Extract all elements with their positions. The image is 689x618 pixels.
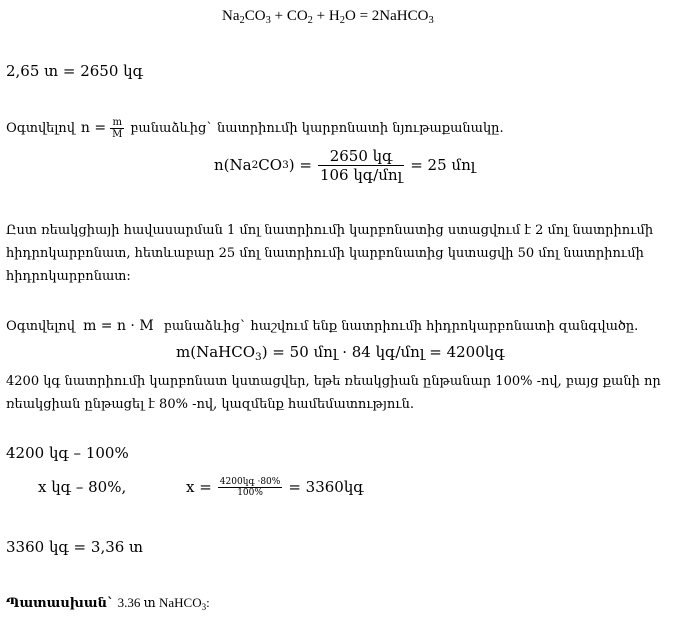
reaction-plus: + (274, 8, 284, 24)
reaction-o: O (344, 8, 356, 24)
formula-fraction (110, 117, 124, 140)
proportion-denominator: 100% (237, 487, 263, 498)
moles-co: CO (258, 156, 283, 174)
answer-line (6, 595, 210, 612)
reaction-sub: 3 (265, 15, 271, 26)
moles-result: = 25 մոլ (410, 156, 476, 174)
proportion-numerator: 4200կգ ·80% (219, 476, 281, 487)
answer-text: 3.36 տ NaHCO (117, 595, 202, 610)
paragraph-stoichiometry: Ըստ ռեակցիայի հավասարման 1 մոլ նատրիումի կարբոնատից ստացվում է 2 մոլ նատրիումի հիդրոկարբոնատ, հետևաբար 25 մոլ նատրիումի կարբոնատից կստացվի 50 մոլ նատրիումի հիդրոկարբոնատ: (6, 223, 654, 284)
moles-close: ) = (288, 156, 312, 174)
mass-sub: 3 (255, 351, 262, 363)
formula-n: n = (80, 120, 107, 136)
formula-numerator: m (112, 116, 122, 128)
moles-sub: 2 (251, 159, 259, 171)
moles-fraction (318, 147, 404, 184)
reaction-product: 2NaHCO (371, 8, 429, 24)
proportion-equation (186, 467, 364, 507)
proportion-line-2: x կգ – 80%, (38, 478, 127, 496)
reaction-sub: 2 (307, 15, 313, 26)
formula-m-expr: m = n · M (83, 318, 154, 334)
moles-equation (214, 142, 475, 188)
conversion-tonnes-to-kg: 2,65 տ = 2650 կգ (6, 62, 144, 80)
formula-suffix: բանաձևից` հաշվում ենք նատրիումի հիդրոկարբոնատի զանգվածը. (163, 319, 639, 334)
formula-prefix: Օգտվելով (6, 120, 75, 136)
answer-end: : (206, 595, 210, 610)
formula-n-line (6, 110, 504, 146)
reaction-co2: CO (286, 8, 308, 24)
formula-suffix: բանաձևից` նատրիումի կարբոնատի նյութաքանակը. (130, 120, 504, 136)
reaction-equation (222, 8, 434, 26)
formula-denominator: M (112, 128, 123, 140)
proportion-fraction (218, 477, 283, 498)
answer-label: Պատասխան` (6, 596, 114, 611)
formula-prefix: Օգտվելով (6, 319, 75, 334)
reaction-plus: + (316, 8, 326, 24)
reaction-sub: 2 (239, 15, 245, 26)
mass-equation (176, 343, 505, 363)
reaction-h: H (328, 8, 340, 24)
answer-sub: 3 (201, 602, 207, 612)
paragraph-yield: 4200 կգ նատրիումի կարբոնատ կստացվեր, եթե ռեակցիան ընթանար 100% -ով, բայց քանի որ ռեակցիան ընթացել է 80% -ով, կազմենք համեմատություն. (6, 374, 661, 412)
moles-sub: 3 (282, 159, 289, 171)
reaction-equals: = (359, 8, 369, 24)
proportion-result: = 3360կգ (288, 478, 364, 496)
reaction-co: CO (244, 8, 266, 24)
mass-tail: ) = 50 մոլ · 84 կգ/մոլ = 4200կգ (261, 343, 505, 361)
moles-denominator: 106 կգ/մոլ (319, 165, 403, 184)
moles-numerator: 2650 կգ (329, 146, 393, 165)
reaction-na: Na (222, 8, 240, 24)
proportion-line-1: 4200 կգ – 100% (6, 444, 129, 462)
reaction-sub: 2 (339, 15, 345, 26)
formula-m-line (6, 318, 638, 334)
mass-lhs: m(NaHCO (176, 343, 255, 361)
conversion-kg-to-tonnes: 3360 կգ = 3,36 տ (6, 538, 144, 556)
reaction-sub: 3 (428, 15, 434, 26)
moles-lhs: n(Na (214, 156, 252, 174)
proportion-x: x = (186, 478, 212, 496)
